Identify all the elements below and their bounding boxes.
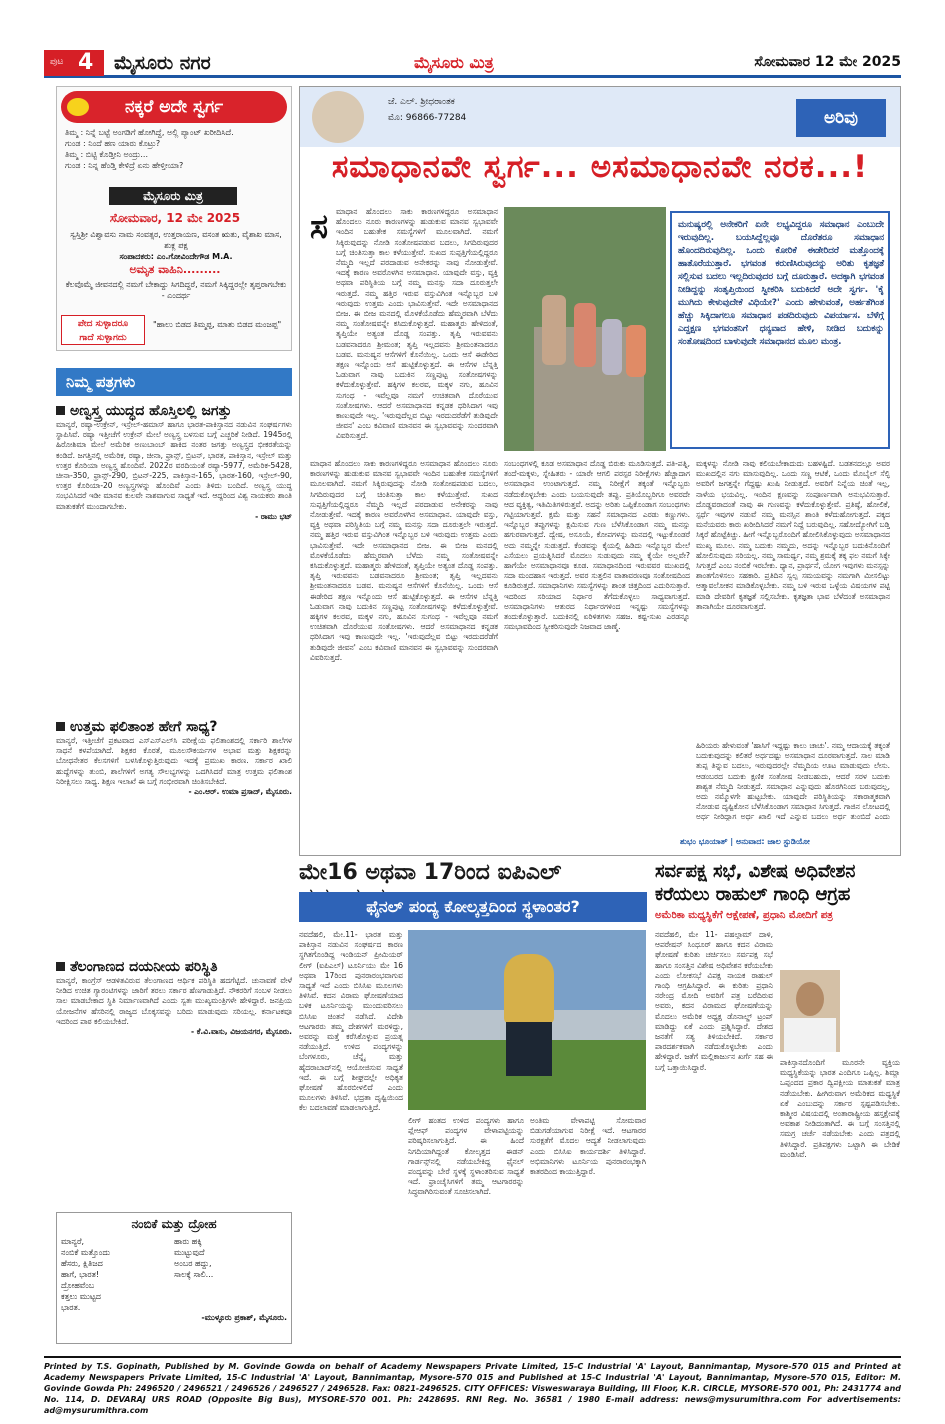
feature-header — [300, 87, 900, 147]
photo-child — [542, 295, 566, 365]
photo-face — [796, 982, 824, 1016]
rahul-col-2: ಪಾಕಿಸ್ತಾನದೊಂದಿಗೆ ಮೂರನೇ ವ್ಯಕ್ತಿಯ ಮಧ್ಯಸ್ಥಿಕೆಯನ್ನು ಭಾರತ ಎಂದಿಗೂ ಒಪ್ಪಿಲ್ಲ. ಶಿಮ್ಲಾ ಒಪ್ಪಂದದ ಪ್ರಕಾರ ದ್ವಿಪಕ್ಷೀಯ ಮಾತುಕತೆ ಮಾತ್ರ ನಡೆಯಬೇಕು. ಹೀಗಿರುವಾಗ ಅಮೆರಿಕದ ಮಧ್ಯಸ್ಥಿಕೆ ಏಕೆ ಎಂಬುದನ್ನು ಸರ್ಕಾರ ಸ್ಪಷ್ಟಪಡಿಸಬೇಕು. ಕಾಶ್ಮೀರ ವಿಷಯದಲ್ಲಿ ಅಂತಾರಾಷ್ಟ್ರೀಯ ಹಸ್ತಕ್ಷೇಪಕ್ಕೆ ಅವಕಾಶ ನೀಡಿದಂತಾಗಿದೆ. ಈ ಬಗ್ಗೆ ಸಂಸತ್ತಿನಲ್ಲಿ ಸಮಗ್ರ ಚರ್ಚೆ ನಡೆಯಬೇಕು ಎಂದು ಪತ್ರದಲ್ಲಿ ತಿಳಿಸಿದ್ದಾರೆ. ಪ್ರತಿಪಕ್ಷಗಳು ಒಟ್ಟಾಗಿ ಈ ಬೇಡಿಕೆ ಮಂಡಿಸಿವೆ. — [780, 1058, 900, 1159]
page-number: 4 — [78, 50, 94, 75]
drop-cap: ಸ — [310, 207, 329, 247]
letter-body: ಮಾನ್ಯರೆ, ರಷ್ಯಾ-ಉಕ್ರೇನ್, ಇಸ್ರೇಲ್-ಹಮಾಸ್ ಹಾಗೂ ಭಾರತ-ಪಾಕಿಸ್ತಾನದ ನಡುವಿನ ಸಂಘರ್ಷಗಳು ಸ್ಥಾಪಿಸಿವೆ. ರಷ್ಯಾ ಇತ್ತೀಚೆಗೆ ಉಕ್ರೇನ್ ಮೇಲೆ ಅಣ್ವಸ್ತ್ರ ಬಳಸುವ ಬಗ್ಗೆ ಎಚ್ಚರಿಕೆ ನೀಡಿದೆ. 1945ರಲ್ಲಿ ಹಿರೋಶಿಮಾ ಮೇಲೆ ಅಮೆರಿಕ ಅಣುಬಾಂಬ್ ಹಾಕಿದ ನಂತರ ಜಗತ್ತು ಅಣ್ವಸ್ತ್ರದ ಭೀಕರತೆಯನ್ನು ಕಂಡಿದೆ. ಜಗತ್ತಿನಲ್ಲಿ ಅಮೆರಿಕ, ರಷ್ಯಾ, ಚೀನಾ, ಫ್ರಾನ್ಸ್, ಬ್ರಿಟನ್, ಭಾರತ, ಪಾಕಿಸ್ತಾನ, ಇಸ್ರೇಲ್ ಮತ್ತು ಉತ್ತರ ಕೊರಿಯಾ ಅಣ್ವಸ್ತ್ರ ಹೊಂದಿವೆ. 2022ರ ವರದಿಯಂತೆ ರಷ್ಯಾ-5977, ಅಮೆರಿಕ-5428, ಚೀನಾ-350, ಫ್ರಾನ್ಸ್-290, ಬ್ರಿಟನ್-225, ಪಾಕಿಸ್ತಾನ-165, ಭಾರತ-160, ಇಸ್ರೇಲ್-90, ಉತ್ತರ ಕೊರಿಯಾ-20 ಅಣ್ವಸ್ತ್ರಗಳನ್ನು ಹೊಂದಿವೆ ಎಂದು ತಿಳಿದು ಬಂದಿದೆ. ಅಣ್ವಸ್ತ್ರ ಯುದ್ಧ ಸಂಭವಿಸಿದರೆ ಇಡೀ ಮಾನವ ಕುಲವೇ ನಾಶವಾಗುವ ಸಾಧ್ಯತೆ ಇದೆ. ಆದ್ದರಿಂದ ವಿಶ್ವ ನಾಯಕರು ಶಾಂತಿ ಮಾತುಕತೆಗೆ ಮುಂದಾಗಬೇಕು. — [56, 420, 292, 511]
amrita-text: ಕೆಲವೊಮ್ಮೆ ಜೀವನದಲ್ಲಿ ನಮಗೆ ಬೇಕಾದ್ದು ಸಿಗದಿದ್ದರೆ, ನಮಗೆ ಸಿಕ್ಕಿದ್ದರಲ್ಲೇ ತೃಪ್ತರಾಗಬೇಕು - ಎಂದರ್ಥ — [65, 280, 287, 300]
joke-title: ನಕ್ಕರೆ ಅದೇ ಸ್ವರ್ಗ — [61, 91, 287, 123]
letters-header: ನಿಮ್ಮ ಪತ್ರಗಳು — [56, 368, 292, 396]
joke-line: ಗುಂಡ : ನಿಂದೆ ಹಣ ಯಾರು ಕೊಟ್ರು? — [65, 139, 161, 148]
rahul-photo — [780, 970, 840, 1052]
ipl-subhead: ಫೈನಲ್ ಪಂದ್ಯ ಕೋಲ್ಕತ್ತದಿಂದ ಸ್ಥಳಾಂತರ? — [299, 892, 647, 922]
proverb-quote: "ಹಾಲು ಬಿಡದ ತಿಮ್ಮಪ್ಪ, ಮಾತು ಬಿಡದ ಮಂಜಪ್ಪ" — [153, 320, 282, 329]
feature-headline: ಸಮಾಧಾನವೇ ಸ್ವರ್ಗ... ಅಸಮಾಧಾನವೇ ನರಕ...! — [331, 149, 869, 185]
joke-line: ತಿಮ್ಮ : ನಿನ್ನೆ ಬಟ್ಟೆ ಅಂಗಡಿಗೆ ಹೋಗಿದ್ದೆ, ಅಲ್ಲಿ ಪ್ಯಾಂಟ್‌ ಖರೀದಿಸಿದೆ. — [65, 128, 234, 137]
joke-line: ತಿಮ್ಮ : ಬಿಟ್ಟಿ ಕೊಡ್ತೀನಿ ಅಂದ್ರು... — [65, 150, 148, 159]
poem-right: ಹಾರು ಹಕ್ಕಿ ಮುಟ್ಟುವುದೆ ಅಂಬರ ಹದ್ದು, ಸಾಲಕ್ಕೆ ಸಾಲಿ... — [174, 1237, 214, 1279]
letter-title: ತೆಲಂಗಾಣದ ದಯನೀಯ ಪರಿಸ್ಥಿತಿ — [56, 958, 292, 976]
letter-body: ಮಾನ್ಯರೆ, ಕಾಂಗ್ರೆಸ್ ಆಡಳಿತವಿರುವ ತೆಲಂಗಾಣದ ಆರ್ಥಿಕ ಪರಿಸ್ಥಿತಿ ಹದಗೆಟ್ಟಿದೆ. ಚುನಾವಣೆ ವೇಳೆ ನೀಡಿದ ಉಚಿತ ಗ್ಯಾರಂಟಿಗಳನ್ನು ಜಾರಿಗೆ ತರಲು ಸರ್ಕಾರ ಹೆಣಗಾಡುತ್ತಿದೆ. ನೌಕರರಿಗೆ ಸಂಬಳ ನೀಡಲು ಸಾಲ ಮಾಡಬೇಕಾದ ಸ್ಥಿತಿ ನಿರ್ಮಾಣವಾಗಿದೆ ಎಂದು ಸ್ವತಃ ಮುಖ್ಯಮಂತ್ರಿಗಳೇ ಹೇಳಿದ್ದಾರೆ. ಜನಪ್ರಿಯ ಯೋಜನೆಗಳ ಹೆಸರಿನಲ್ಲಿ ರಾಜ್ಯದ ಬೊಕ್ಕಸವನ್ನು ಬರಿದು ಮಾಡುವುದು ಸರಿಯಲ್ಲ. ಕರ್ನಾಟಕವೂ ಇದರಿಂದ ಪಾಠ ಕಲಿಯಬೇಕಿದೆ. — [56, 976, 292, 1026]
masthead — [44, 50, 901, 78]
author-name: ಜೆ. ಎಲ್. ಶ್ರೀಧರಾಂತಕ — [388, 97, 455, 107]
issue-date: ಸೋಮವಾರ 12 ಮೇ 2025 — [754, 54, 901, 70]
feature-col-1: ಮಾಧಾನ ಹೊಂದಲು ಸಾಕು ಕಾರಣಗಳಿದ್ದರೂ ಅಸಮಾಧಾನ ಹೊಂದಲು ನೂರು ಕಾರಣಗಳನ್ನು ಹುಡುಕುವ ಮಾನವ ಸ್ವಭಾವವೇ ಇಂದಿನ ಬಹುತೇಕ ಸಮಸ್ಯೆಗಳಿಗೆ ಮೂಲವಾಗಿದೆ. ನಮಗೆ ಸಿಕ್ಕಿರುವುದನ್ನು ನೋಡಿ ಸಂತೋಷಪಡುವ ಬದಲು, ಸಿಗದಿರುವುದರ ಬಗ್ಗೆ ಚಿಂತಿಸುತ್ತಾ ಕಾಲ ಕಳೆಯುತ್ತೇವೆ. ಸುಖದ ಸುಪ್ಪತ್ತಿಗೆಯಲ್ಲಿದ್ದರೂ ನೆಮ್ಮದಿ ಇಲ್ಲದೆ ಪರದಾಡುವ ಅನೇಕರನ್ನು ನಾವು ನೋಡುತ್ತೇವೆ. ಇದಕ್ಕೆ ಕಾರಣ ಅವರೊಳಗಿನ ಅಸಮಾಧಾನ. ಯಾವುದೇ ವಸ್ತು, ವ್ಯಕ್ತಿ ಅಥವಾ ಪರಿಸ್ಥಿತಿಯ ಬಗ್ಗೆ ನಮ್ಮ ಮನಸ್ಸು ಸದಾ ದೂರುತ್ತಲೇ ಇರುತ್ತದೆ. ನಮ್ಮ ಹತ್ತಿರ ಇರುವ ವಸ್ತುವಿಗಿಂತ ಇನ್ನೊಬ್ಬರ ಬಳಿ ಇರುವುದು ಉತ್ತಮ ಎಂದು ಭಾವಿಸುತ್ತೇವೆ. ಇದೇ ಅಸಮಾಧಾನದ ಬೀಜ. ಈ ಬೀಜ ಮನದಲ್ಲಿ ಮೊಳಕೆಯೊಡೆದು ಹೆಮ್ಮರವಾಗಿ ಬೆಳೆದು ನಮ್ಮ ಸಂತೋಷವನ್ನೇ ಕಸಿದುಕೊಳ್ಳುತ್ತದೆ. ಮಹಾತ್ಮರು ಹೇಳಿದಂತೆ, ತೃಪ್ತಿಯೇ ಅತ್ಯಂತ ದೊಡ್ಡ ಸಂಪತ್ತು. ತೃಪ್ತಿ ಇರುವವನು ಬಡವನಾದರೂ ಶ್ರೀಮಂತ; ತೃಪ್ತಿ ಇಲ್ಲದವನು ಶ್ರೀಮಂತನಾದರೂ ಬಡವ. ಮನುಷ್ಯನ ಆಸೆಗಳಿಗೆ ಕೊನೆಯಿಲ್ಲ. ಒಂದು ಆಸೆ ಈಡೇರಿದ ತಕ್ಷಣ ಇನ್ನೊಂದು ಆಸೆ ಹುಟ್ಟಿಕೊಳ್ಳುತ್ತದೆ. ಈ ಆಸೆಗಳ ಬೆನ್ನತ್ತಿ ಓಡುವಾಗ ನಾವು ಬದುಕಿನ ಸಣ್ಣಪುಟ್ಟ ಸಂತೋಷಗಳನ್ನು ಕಳೆದುಕೊಳ್ಳುತ್ತೇವೆ. ಹಕ್ಕಿಗಳ ಕಲರವ, ಮಕ್ಕಳ ನಗು, ಹೂವಿನ ಸುಗಂಧ - ಇವೆಲ್ಲವೂ ನಮಗೆ ಉಚಿತವಾಗಿ ದೊರೆಯುವ ಸಂತೋಷಗಳು. ಆದರೆ ಅಸಮಾಧಾನದ ಕನ್ನಡಕ ಧರಿಸಿದಾಗ ಇವು ಕಾಣುವುದೇ ಇಲ್ಲ. 'ಇರುವುದೆಲ್ಲವ ಬಿಟ್ಟು ಇರದುದರೆಡೆಗೆ ತುಡಿವುದೇ ಜೀವನ' ಎಂಬ ಕವಿವಾಣಿ ಮಾನವನ ಈ ಸ್ವಭಾವವನ್ನು ಸುಂದರವಾಗಿ ವಿವರಿಸುತ್ತದೆ. — [336, 207, 498, 441]
pull-quote-text: ಮನುಷ್ಯರಲ್ಲಿ ಅನೇಕರಿಗೆ ಏನೇ ಲಭ್ಯವಿದ್ದರೂ ಸಮಾಧಾನ ಎಂಬುದೇ ಇರುವುದಿಲ್ಲ. ಬಯಸಿದ್ದೆಲ್ಲವೂ ದೊರೆತರೂ ಸಮಾಧಾನ ಹೊಂದದಿರುವುದಿಲ್ಲ. ಒಂದು ಕೋರಿಕೆ ಈಡೇರಿದರೆ ಮತ್ತೊಂದಕ್ಕೆ ಹಾತೊರೆಯುತ್ತಾರೆ. ಭಗವಂತ ಕರುಣಿಸಿರುವುದನ್ನು ಅರಿತು ಕೃತಜ್ಞತೆ ಸಲ್ಲಿಸುವ ಬದಲು ಇಲ್ಲದಿರುವುದರ ಬಗ್ಗೆ ದೂರುತ್ತಾರೆ. ಅದಕ್ಕಾಗಿ ಭಗವಂತ ನೀಡಿದ್ದನ್ನು ಸಂತೃಪ್ತಿಯಿಂದ ಸ್ವೀಕರಿಸಿ ಬದುಕಿದರೆ ಅದೇ ಸ್ವರ್ಗ. 'ಕೈ ಮುಗಿದು ಕೇಳುವುದೇಕೆ ವಿಧಿಯೇ?' ಎಂದು ಹೇಳುವಂತೆ, ಅರ್ಹತೆಗಿಂತ ಹೆಚ್ಚು ಸಿಕ್ಕಿದಾಗಲೂ ಸಮಾಧಾನ ಪಡದಿರುವುದು ವಿಪರ್ಯಾಸ. ಬೆಳೆಗ್ಗೆ ಎದ್ದಕ್ಷಣ ಭಗವಂತನಿಗೆ ಧನ್ಯವಾದ ಹೇಳಿ, ನೀಡಿದ ಬದುಕನ್ನು ಸಂತೋಷದಿಂದ ಬಾಳುವುದೇ ಸಮಾಧಾನದ ಮೂಲ ಮಂತ್ರ. — [678, 220, 884, 347]
section-title: ಮೈಸೂರು ನಗರ — [114, 52, 211, 74]
letter-title: ಅಣ್ವಸ್ತ್ರ ಯುದ್ಧದ ಹೊಸ್ತಿಲಲ್ಲಿ ಜಗತ್ತು — [56, 402, 292, 420]
pull-quote-box — [670, 211, 890, 449]
feature-byline: ಶುಭಂ ಭೂಯಾತ್ | ಅನುವಾದ: ಜಾಲ ಸ್ಟುಡಿಯೋ — [680, 837, 810, 846]
poem-title: ನಂಬಿಕೆ ಮತ್ತು ದ್ರೋಹ — [131, 1217, 217, 1231]
letter-signature: - ಎಂ.ಆರ್. ಉಮಾ ಪ್ರಸಾದ್, ಮೈಸೂರು. — [188, 787, 292, 797]
ipl-col-3: ಅಂತಿಮ ವೇಳಾಪಟ್ಟಿ ಸೋಮವಾರ ಬಿಡುಗಡೆಯಾಗುವ ನಿರೀಕ್ಷೆ ಇದೆ. ಆಟಗಾರರ ಸುರಕ್ಷತೆಗೆ ಮೊದಲ ಆದ್ಯತೆ ನೀಡಲಾಗುವುದು ಎಂದು ಬಿಸಿಸಿಐ ಕಾರ್ಯದರ್ಶಿ ತಿಳಿಸಿದ್ದಾರೆ. ಅಭಿಮಾನಿಗಳು ಟೂರ್ನಿಯ ಪುನರಾರಂಭಕ್ಕಾಗಿ ಕಾತರದಿಂದ ಕಾಯುತ್ತಿದ್ದಾರೆ. — [530, 1116, 646, 1177]
letter-signature: - ರಾಮು ಭಟ್ — [255, 511, 292, 521]
ipl-trophy-photo — [408, 930, 646, 1110]
letter-2 — [56, 718, 292, 797]
feature-col-4-end: ಹಿರಿಯರು ಹೇಳುವಂತೆ 'ಹಾಸಿಗೆ ಇದ್ದಷ್ಟು ಕಾಲು ಚಾಚು'. ನಮ್ಮ ಆದಾಯಕ್ಕೆ ತಕ್ಕಂತೆ ಬದುಕುವುದನ್ನು ಕಲಿತರೆ ಅರ್ಧದಷ್ಟು ಅಸಮಾಧಾನ ದೂರವಾಗುತ್ತದೆ. ಸಾಲ ಮಾಡಿ ತುಪ್ಪ ತಿನ್ನುವ ಬದಲು, ಇರುವುದರಲ್ಲೇ ನೆಮ್ಮದಿಯ ಊಟ ಮಾಡುವುದು ಲೇಸು. ಆಡಂಬರದ ಬದುಕು ಕ್ಷಣಿಕ ಸಂತೋಷ ನೀಡಬಹುದು, ಆದರೆ ಸರಳ ಬದುಕು ಶಾಶ್ವತ ನೆಮ್ಮದಿ ನೀಡುತ್ತದೆ. ಸಮಾಧಾನ ಎನ್ನುವುದು ಹೊರಗಿನಿಂದ ಬರುವುದಲ್ಲ, ಅದು ನಮ್ಮೊಳಗೇ ಹುಟ್ಟಬೇಕು. ಯಾವುದೇ ಪರಿಸ್ಥಿತಿಯನ್ನು ಸಕಾರಾತ್ಮಕವಾಗಿ ನೋಡುವ ದೃಷ್ಟಿಕೋನ ಬೆಳೆಸಿಕೊಂಡಾಗ ಸಮಾಧಾನ ಸಿಗುತ್ತದೆ. ಗಾಜಿನ ಲೋಟದಲ್ಲಿ ಅರ್ಧ ನೀರಿದ್ದಾಗ ಅರ್ಧ ಖಾಲಿ ಇದೆ ಎನ್ನುವ ಬದಲು ಅರ್ಧ ತುಂಬಿದೆ ಎಂದು — [696, 741, 890, 821]
laughing-face-icon — [67, 98, 89, 116]
letter-1 — [56, 402, 292, 522]
children-selfie-photo — [504, 207, 666, 451]
brand-box-date: ಸೋಮವಾರ, 12 ಮೇ 2025 — [109, 211, 241, 225]
brand-logo: ಮೈಸೂರು ಮಿತ್ರ — [414, 53, 494, 72]
photo-child — [602, 319, 622, 375]
author-portrait — [312, 91, 364, 143]
amrita-title: ಅಮೃತ ವಾಹಿನಿ......... — [129, 263, 221, 276]
brand-box-logo: ಮೈಸೂರು ಮಿತ್ರ — [109, 187, 237, 205]
bullet-square-icon — [56, 962, 65, 971]
trophy-base — [506, 1022, 552, 1076]
editor-name: ಸಂಪಾದಕರು: ಎಂ.ಗೋವಿಂದೇಗೌಡ M.A. — [119, 252, 233, 261]
joke-text — [65, 127, 287, 171]
poem-box — [56, 1212, 292, 1344]
ipl-headline: ಮೇ16 ಅಥವಾ 17ರಿಂದ ಐಪಿಎಲ್ — [299, 860, 562, 885]
page-number-tag — [44, 50, 104, 76]
feature-col-2: ಮಾಧಾನ ಹೊಂದಲು ಸಾಕು ಕಾರಣಗಳಿದ್ದರೂ ಅಸಮಾಧಾನ ಹೊಂದಲು ನೂರು ಕಾರಣಗಳನ್ನು ಹುಡುಕುವ ಮಾನವ ಸ್ವಭಾವವೇ ಇಂದಿನ ಬಹುತೇಕ ಸಮಸ್ಯೆಗಳಿಗೆ ಮೂಲವಾಗಿದೆ. ನಮಗೆ ಸಿಕ್ಕಿರುವುದನ್ನು ನೋಡಿ ಸಂತೋಷಪಡುವ ಬದಲು, ಸಿಗದಿರುವುದರ ಬಗ್ಗೆ ಚಿಂತಿಸುತ್ತಾ ಕಾಲ ಕಳೆಯುತ್ತೇವೆ. ಸುಖದ ಸುಪ್ಪತ್ತಿಗೆಯಲ್ಲಿದ್ದರೂ ನೆಮ್ಮದಿ ಇಲ್ಲದೆ ಪರದಾಡುವ ಅನೇಕರನ್ನು ನಾವು ನೋಡುತ್ತೇವೆ. ಇದಕ್ಕೆ ಕಾರಣ ಅವರೊಳಗಿನ ಅಸಮಾಧಾನ. ಯಾವುದೇ ವಸ್ತು, ವ್ಯಕ್ತಿ ಅಥವಾ ಪರಿಸ್ಥಿತಿಯ ಬಗ್ಗೆ ನಮ್ಮ ಮನಸ್ಸು ಸದಾ ದೂರುತ್ತಲೇ ಇರುತ್ತದೆ. ನಮ್ಮ ಹತ್ತಿರ ಇರುವ ವಸ್ತುವಿಗಿಂತ ಇನ್ನೊಬ್ಬರ ಬಳಿ ಇರುವುದು ಉತ್ತಮ ಎಂದು ಭಾವಿಸುತ್ತೇವೆ. ಇದೇ ಅಸಮಾಧಾನದ ಬೀಜ. ಈ ಬೀಜ ಮನದಲ್ಲಿ ಮೊಳಕೆಯೊಡೆದು ಹೆಮ್ಮರವಾಗಿ ಬೆಳೆದು ನಮ್ಮ ಸಂತೋಷವನ್ನೇ ಕಸಿದುಕೊಳ್ಳುತ್ತದೆ. ಮಹಾತ್ಮರು ಹೇಳಿದಂತೆ, ತೃಪ್ತಿಯೇ ಅತ್ಯಂತ ದೊಡ್ಡ ಸಂಪತ್ತು. ತೃಪ್ತಿ ಇರುವವನು ಬಡವನಾದರೂ ಶ್ರೀಮಂತ; ತೃಪ್ತಿ ಇಲ್ಲದವನು ಶ್ರೀಮಂತನಾದರೂ ಬಡವ. ಮನುಷ್ಯನ ಆಸೆಗಳಿಗೆ ಕೊನೆಯಿಲ್ಲ. ಒಂದು ಆಸೆ ಈಡೇರಿದ ತಕ್ಷಣ ಇನ್ನೊಂದು ಆಸೆ ಹುಟ್ಟಿಕೊಳ್ಳುತ್ತದೆ. ಈ ಆಸೆಗಳ ಬೆನ್ನತ್ತಿ ಓಡುವಾಗ ನಾವು ಬದುಕಿನ ಸಣ್ಣಪುಟ್ಟ ಸಂತೋಷಗಳನ್ನು ಕಳೆದುಕೊಳ್ಳುತ್ತೇವೆ. ಹಕ್ಕಿಗಳ ಕಲರವ, ಮಕ್ಕಳ ನಗು, ಹೂವಿನ ಸುಗಂಧ - ಇವೆಲ್ಲವೂ ನಮಗೆ ಉಚಿತವಾಗಿ ದೊರೆಯುವ ಸಂತೋಷಗಳು. ಆದರೆ ಅಸಮಾಧಾನದ ಕನ್ನಡಕ ಧರಿಸಿದಾಗ ಇವು ಕಾಣುವುದೇ ಇಲ್ಲ. 'ಇರುವುದೆಲ್ಲವ ಬಿಟ್ಟು ಇರದುದರೆಡೆಗೆ ತುಡಿವುದೇ ಜೀವನ' ಎಂಬ ಕವಿವಾಣಿ ಮಾನವನ ಈ ಸ್ವಭಾವವನ್ನು ಸುಂದರವಾಗಿ ವಿವರಿಸುತ್ತದೆ. — [310, 459, 498, 662]
letter-3 — [56, 958, 292, 1037]
imprint-footer: Printed by T.S. Gopinath, Published by M. Govinde Gowda on behalf of Academy Newspapers Private Limited, 15-C Industrial 'A' Layout, Bannimantap, Mysore-570 015 and Printed at Academy Newspapers Private Limited, 15-C Industrial 'A' Layout, Bannimantap, Mysore-570 015 and Published at 15-C Industrial 'A' Layout, Bannimantap, Mysore-570 015, Editor: M. Govinde Gowda Ph: 2496520 / 2496521 / 2496526 / 2496527 / 2496528. Fax: 0821-2496525. CITY OFFICES: Visweswaraya Building, III Floor, K.R. CIRCLE, MYSORE-570 001, Ph: 2431774 and No. 114, D. DEVARAJ URS ROAD (Opposite Big Bus), MYSORE-570 001. Ph: 2428695. RNI Reg. No. 36581 / 1980 E-mail address: news@mysurumithra.com For advertisements: ad@mysurumithra.com — [44, 1356, 901, 1418]
rahul-headline: ಸರ್ವಪಕ್ಷ ಸಭೆ, ವಿಶೇಷ ಅಧಿವೇಶನ ಕರೆಯಲು ರಾಹುಲ್ ಗಾಂಧಿ ಆಗ್ರಹ — [655, 861, 856, 905]
page-word: ಪುಟ — [50, 57, 64, 67]
photo-child — [574, 303, 596, 367]
column-tag: ಅರಿವು — [796, 99, 886, 137]
feature-article — [299, 86, 901, 856]
ipl-col-1: ನವದೆಹಲಿ, ಮೇ.11- ಭಾರತ ಮತ್ತು ಪಾಕಿಸ್ತಾನ ನಡುವಿನ ಸಂಘರ್ಷದ ಕಾರಣ ಸ್ಥಗಿತಗೊಂಡಿದ್ದ ಇಂಡಿಯನ್ ಪ್ರೀಮಿಯರ್ ಲೀಗ್ (ಐಪಿಎಲ್) ಟೂರ್ನಿಯು ಮೇ 16 ಅಥವಾ 17ರಿಂದ ಪುನರಾರಂಭವಾಗುವ ಸಾಧ್ಯತೆ ಇದೆ ಎಂದು ಬಿಸಿಸಿಐ ಮೂಲಗಳು ತಿಳಿಸಿವೆ. ಕದನ ವಿರಾಮ ಘೋಷಣೆಯಾದ ಬಳಿಕ ಟೂರ್ನಿಯನ್ನು ಮುಂದುವರಿಸಲು ಬಿಸಿಸಿಐ ಚಿಂತನೆ ನಡೆಸಿದೆ. ವಿದೇಶಿ ಆಟಗಾರರು ತಮ್ಮ ದೇಶಗಳಿಗೆ ಮರಳಿದ್ದು, ಅವರನ್ನು ಮತ್ತೆ ಕರೆಸಿಕೊಳ್ಳುವ ಪ್ರಯತ್ನ ನಡೆಯುತ್ತಿದೆ. ಉಳಿದ ಪಂದ್ಯಗಳನ್ನು ಬೆಂಗಳೂರು, ಚೆನ್ನೈ ಮತ್ತು ಹೈದರಾಬಾದ್‌ನಲ್ಲಿ ಆಯೋಜಿಸುವ ಸಾಧ್ಯತೆ ಇದೆ. ಈ ಬಗ್ಗೆ ಶೀಘ್ರದಲ್ಲೇ ಅಧಿಕೃತ ಘೋಷಣೆ ಹೊರಬೀಳಲಿದೆ ಎಂದು ಮೂಲಗಳು ತಿಳಿಸಿವೆ. ಭದ್ರತಾ ದೃಷ್ಟಿಯಿಂದ ಕೆಲ ಬದಲಾವಣೆ ಮಾಡಲಾಗುತ್ತಿದೆ. — [299, 930, 403, 1113]
photo-child — [626, 325, 646, 377]
letter-signature: - ಕೆ.ವಿ.ವಾಸು, ವಿಜಯನಗರ, ಮೈಸೂರು. — [191, 1027, 292, 1037]
joke-box — [56, 86, 292, 351]
feature-col-4: ಮಕ್ಕಳನ್ನು ನೋಡಿ ನಾವು ಕಲಿಯಬೇಕಾದುದು ಬಹಳಷ್ಟಿದೆ. ಬಡತನದಲ್ಲೂ ಅವರ ಮುಖದಲ್ಲಿನ ನಗು ಮಾಸುವುದಿಲ್ಲ. ಒಂದು ಸಣ್ಣ ಆಟಿಕೆ, ಒಂದು ಮೊಬೈಲ್ ಸೆಲ್ಫಿ ಅವರಿಗೆ ಜಗತ್ತನ್ನೇ ಗೆದ್ದಷ್ಟು ಖುಷಿ ನೀಡುತ್ತದೆ. ಅವರಿಗೆ ನಿನ್ನೆಯ ಚಿಂತೆ ಇಲ್ಲ, ನಾಳೆಯ ಭಯವಿಲ್ಲ. ಇಂದಿನ ಕ್ಷಣವನ್ನು ಸಂಪೂರ್ಣವಾಗಿ ಅನುಭವಿಸುತ್ತಾರೆ. ದೊಡ್ಡವರಾದಂತೆ ನಾವು ಈ ಗುಣವನ್ನು ಕಳೆದುಕೊಳ್ಳುತ್ತೇವೆ. ಪ್ರತಿಷ್ಠೆ, ಹೋಲಿಕೆ, ಸ್ಪರ್ಧೆ ಇವುಗಳ ನಡುವೆ ನಮ್ಮ ಮನಸ್ಸಿನ ಶಾಂತಿ ಕಳೆದುಹೋಗುತ್ತದೆ. ಪಕ್ಕದ ಮನೆಯವರು ಕಾರು ಖರೀದಿಸಿದರೆ ನಮಗೆ ನಿದ್ದೆ ಬರುವುದಿಲ್ಲ. ಸಹೋದ್ಯೋಗಿಗೆ ಬಡ್ತಿ ಸಿಕ್ಕರೆ ಹೊಟ್ಟೆಕಿಚ್ಚು. ಹೀಗೆ ಇನ್ನೊಬ್ಬರೊಂದಿಗೆ ಹೋಲಿಸಿಕೊಳ್ಳುವುದು ಅಸಮಾಧಾನದ ಮುಖ್ಯ ಮೂಲ. ನಮ್ಮ ಬದುಕು ನಮ್ಮದು, ಅದನ್ನು ಇನ್ನೊಬ್ಬರ ಬದುಕಿನೊಂದಿಗೆ ಹೋಲಿಸುವುದು ಸರಿಯಲ್ಲ. ನಮ್ಮ ಸಾಮರ್ಥ್ಯ, ನಮ್ಮ ಶ್ರಮಕ್ಕೆ ತಕ್ಕ ಫಲ ನಮಗೆ ಸಿಕ್ಕೇ ಸಿಗುತ್ತದೆ ಎಂಬ ನಂಬಿಕೆ ಇರಬೇಕು. ಧ್ಯಾನ, ಪ್ರಾರ್ಥನೆ, ಯೋಗ ಇವುಗಳು ಮನಸ್ಸನ್ನು ಶಾಂತಗೊಳಿಸಲು ಸಹಕಾರಿ. ಪ್ರತಿದಿನ ಸ್ವಲ್ಪ ಸಮಯವನ್ನು ನಮಗಾಗಿ ಮೀಸಲಿಟ್ಟು ಆತ್ಮಾವಲೋಕನ ಮಾಡಿಕೊಳ್ಳಬೇಕು. ನಮ್ಮ ಬಳಿ ಇರುವ ಒಳ್ಳೆಯ ವಿಷಯಗಳ ಪಟ್ಟಿ ಮಾಡಿ ದೇವರಿಗೆ ಕೃತಜ್ಞತೆ ಸಲ್ಲಿಸಬೇಕು. ಕೃತಜ್ಞತಾ ಭಾವ ಬೆಳೆದಂತೆ ಅಸಮಾಧಾನ ತಾನಾಗಿಯೇ ದೂರವಾಗುತ್ತದೆ. — [696, 459, 890, 611]
bullet-square-icon — [56, 406, 65, 415]
trophy-icon — [504, 954, 554, 1024]
author-phone: ಮೊ: 96866-77284 — [388, 113, 467, 123]
joke-line: ಗುಂಡ : ನಿನ್ನ ಹೆಂಡ್ತಿ ಕೇಳಿದ್ರೆ ಏನು ಹೇಳ್ತೀಯಾ? — [65, 161, 184, 170]
proverb-label: ಪೇದ ಸುಳ್ಳಾದರೂ ಗಾದೆ ಸುಳ್ಳಾಗದು — [61, 315, 145, 345]
rahul-subhead: ಅಮೆರಿಕಾ ಮಧ್ಯಸ್ಥಿಕೆಗೆ ಆಕ್ಷೇಪಣೆ, ಪ್ರಧಾನಿ ಮೋದಿಗೆ ಪತ್ರ — [655, 910, 833, 921]
rahul-col-1: ನವದೆಹಲಿ, ಮೇ 11- ಪಹಲ್ಗಾಮ್ ದಾಳಿ, ಆಪರೇಷನ್ ಸಿಂಧೂರ್ ಹಾಗೂ ಕದನ ವಿರಾಮ ಘೋಷಣೆ ಕುರಿತು ಚರ್ಚಿಸಲು ಸರ್ವಪಕ್ಷ ಸಭೆ ಹಾಗೂ ಸಂಸತ್ತಿನ ವಿಶೇಷ ಅಧಿವೇಶನ ಕರೆಯಬೇಕು ಎಂದು ಲೋಕಸಭೆ ವಿಪಕ್ಷ ನಾಯಕ ರಾಹುಲ್ ಗಾಂಧಿ ಆಗ್ರಹಿಸಿದ್ದಾರೆ. ಈ ಕುರಿತು ಪ್ರಧಾನಿ ನರೇಂದ್ರ ಮೋದಿ ಅವರಿಗೆ ಪತ್ರ ಬರೆದಿರುವ ಅವರು, ಕದನ ವಿರಾಮದ ಘೋಷಣೆಯನ್ನು ಮೊದಲು ಅಮೆರಿಕ ಅಧ್ಯಕ್ಷ ಡೊನಾಲ್ಡ್ ಟ್ರಂಪ್ ಮಾಡಿದ್ದು ಏಕೆ ಎಂದು ಪ್ರಶ್ನಿಸಿದ್ದಾರೆ. ದೇಶದ ಜನತೆಗೆ ಸತ್ಯ ತಿಳಿಯಬೇಕಿದೆ. ಸರ್ಕಾರ ಪಾರದರ್ಶಕವಾಗಿ ನಡೆದುಕೊಳ್ಳಬೇಕು ಎಂದು ಹೇಳಿದ್ದಾರೆ. ಜತೆಗೆ ಮಲ್ಲಿಕಾರ್ಜುನ ಖರ್ಗೆ ಸಹ ಈ ಬಗ್ಗೆ ಒತ್ತಾಯಿಸಿದ್ದಾರೆ. — [655, 930, 773, 1072]
panchanga-info: ಸ್ವಸ್ತಿಶ್ರೀ ವಿಶ್ವಾವಸು ನಾಮ ಸಂವತ್ಸರ, ಉತ್ತರಾಯಣ, ವಸಂತ ಋತು, ವೈಶಾಖ ಮಾಸ, ಶುಕ್ಲ ಪಕ್ಷ ಸಂಪಾದಕರು: ಎಂ.ಗೋವಿಂದೇಗೌಡ M.A. — [65, 229, 287, 262]
feature-col-3: ಸಂಬಂಧಗಳಲ್ಲಿ ಕೂಡ ಅಸಮಾಧಾನ ದೊಡ್ಡ ಬಿರುಕು ಮೂಡಿಸುತ್ತದೆ. ಪತಿ-ಪತ್ನಿ, ತಂದೆ-ಮಕ್ಕಳು, ಸ್ನೇಹಿತರು - ಯಾರೇ ಆಗಲಿ ಪರಸ್ಪರ ನಿರೀಕ್ಷೆಗಳು ಹೆಚ್ಚಾದಾಗ ಅಸಮಾಧಾನ ಉಂಟಾಗುತ್ತದೆ. ನಮ್ಮ ನಿರೀಕ್ಷೆಗೆ ತಕ್ಕಂತೆ ಇನ್ನೊಬ್ಬರು ನಡೆದುಕೊಳ್ಳಬೇಕು ಎಂದು ಬಯಸುವುದೇ ತಪ್ಪು. ಪ್ರತಿಯೊಬ್ಬರಿಗೂ ಅವರದೇ ಆದ ವ್ಯಕ್ತಿತ್ವ, ಇತಿಮಿತಿಗಳಿರುತ್ತವೆ. ಅದನ್ನು ಅರಿತು ಒಪ್ಪಿಕೊಂಡಾಗ ಸಂಬಂಧಗಳು ಗಟ್ಟಿಯಾಗುತ್ತವೆ. ಕ್ಷಮೆ ಮತ್ತು ಸಹನೆ ಸಮಾಧಾನದ ಎರಡು ಕಣ್ಣುಗಳು. ಇನ್ನೊಬ್ಬರ ತಪ್ಪುಗಳನ್ನು ಕ್ಷಮಿಸುವ ಗುಣ ಬೆಳೆಸಿಕೊಂಡಾಗ ನಮ್ಮ ಮನಸ್ಸು ಹಗುರವಾಗುತ್ತದೆ. ದ್ವೇಷ, ಅಸೂಯೆ, ಕೋಪಗಳನ್ನು ಮನದಲ್ಲಿ ಇಟ್ಟುಕೊಂಡರೆ ಅದು ನಮ್ಮನ್ನೇ ಸುಡುತ್ತದೆ. ಕೆಂಡವನ್ನು ಕೈಯಲ್ಲಿ ಹಿಡಿದು ಇನ್ನೊಬ್ಬರ ಮೇಲೆ ಎಸೆಯಲು ಪ್ರಯತ್ನಿಸಿದರೆ ಮೊದಲು ಸುಡುವುದು ನಮ್ಮ ಕೈಯೇ ಅಲ್ಲವೇ? ಹಾಗೆಯೇ ಅಸಮಾಧಾನವೂ ಕೂಡ. ಸಮಾಧಾನದಿಂದ ಇರುವವರ ಮುಖದಲ್ಲಿ ಸದಾ ಮಂದಹಾಸ ಇರುತ್ತದೆ. ಅವರ ಸುತ್ತಲಿನ ವಾತಾವರಣವೂ ಸಂತೋಷದಿಂದ ಕೂಡಿರುತ್ತದೆ. ಸಮಾಧಾನಿಗಳು ಸಮಸ್ಯೆಗಳನ್ನು ಶಾಂತ ಚಿತ್ತದಿಂದ ಎದುರಿಸುತ್ತಾರೆ. ಇದರಿಂದ ಸರಿಯಾದ ನಿರ್ಧಾರ ತೆಗೆದುಕೊಳ್ಳಲು ಸಾಧ್ಯವಾಗುತ್ತದೆ. ಅಸಮಾಧಾನಿಗಳು ಆತುರದ ನಿರ್ಧಾರಗಳಿಂದ ಇನ್ನಷ್ಟು ಸಮಸ್ಯೆಗಳನ್ನು ತಂದುಕೊಳ್ಳುತ್ತಾರೆ. ಬದುಕಿನಲ್ಲಿ ಏರಿಳಿತಗಳು ಸಹಜ. ಕಷ್ಟ-ಸುಖ ಎರಡನ್ನೂ ಸಮಭಾವದಿಂದ ಸ್ವೀಕರಿಸುವುದೇ ನಿಜವಾದ ಜಾಣ್ಮೆ. — [504, 459, 690, 632]
letter-body: ಮಾನ್ಯರೆ, ಇತ್ತೀಚೆಗೆ ಪ್ರಕಟವಾದ ಎಸ್‌ಎಸ್‌ಎಲ್‌ಸಿ ಪರೀಕ್ಷೆಯ ಫಲಿತಾಂಶದಲ್ಲಿ ಸರ್ಕಾರಿ ಶಾಲೆಗಳ ಸಾಧನೆ ಕಳಪೆಯಾಗಿದೆ. ಶಿಕ್ಷಕರ ಕೊರತೆ, ಮೂಲಸೌಕರ್ಯಗಳ ಅಭಾವ ಮತ್ತು ಶಿಕ್ಷಕರನ್ನು ಬೋಧನೇತರ ಕೆಲಸಗಳಿಗೆ ಬಳಸಿಕೊಳ್ಳುತ್ತಿರುವುದು ಇದಕ್ಕೆ ಪ್ರಮುಖ ಕಾರಣ. ಸರ್ಕಾರ ಖಾಲಿ ಹುದ್ದೆಗಳನ್ನು ತುಂಬಿ, ಶಾಲೆಗಳಿಗೆ ಅಗತ್ಯ ಸೌಲಭ್ಯಗಳನ್ನು ಒದಗಿಸಿದರೆ ಮಾತ್ರ ಉತ್ತಮ ಫಲಿತಾಂಶ ನಿರೀಕ್ಷಿಸಲು ಸಾಧ್ಯ. ಶಿಕ್ಷಣ ಇಲಾಖೆ ಈ ಬಗ್ಗೆ ಗಂಭೀರವಾಗಿ ಚಿಂತಿಸಬೇಕಿದೆ. — [56, 736, 292, 786]
poem-left: ಮಾನ್ಯರೆ, ನಂಬಿಕೆ ಮತ್ತೊಂದು ಹೆಸರು, ಕ್ಷಿತಿಜದ ಹಾಗೆ, ಭಾರತ! ದ್ರೋಹವೆಂಬ ಕತ್ತಲು ಮುಟ್ಟದ ಭಾರತ. — [61, 1237, 111, 1312]
poem-signature: -ಮುಳ್ಳೂರು ಪ್ರಕಾಶ್, ಮೈಸೂರು. — [201, 1313, 287, 1322]
ipl-col-2: ಲೀಗ್ ಹಂತದ ಉಳಿದ ಪಂದ್ಯಗಳು ಹಾಗೂ ಪ್ಲೇಆಫ್ ಪಂದ್ಯಗಳ ವೇಳಾಪಟ್ಟಿಯನ್ನು ಪರಿಷ್ಕರಿಸಲಾಗುತ್ತಿದೆ. ಈ ಹಿಂದೆ ನಿಗದಿಯಾಗಿದ್ದಂತೆ ಕೋಲ್ಕತ್ತದ ಈಡನ್ ಗಾರ್ಡನ್ಸ್‌ನಲ್ಲಿ ನಡೆಯಬೇಕಿದ್ದ ಫೈನಲ್ ಪಂದ್ಯವನ್ನು ಬೇರೆ ಸ್ಥಳಕ್ಕೆ ಸ್ಥಳಾಂತರಿಸುವ ಸಾಧ್ಯತೆ ಇದೆ. ಫ್ರಾಂಚೈಸಿಗಳಿಗೆ ತಮ್ಮ ಆಟಗಾರರನ್ನು ಸಿದ್ಧವಾಗಿರಿಸುವಂತೆ ಸೂಚಿಸಲಾಗಿದೆ. — [408, 1116, 524, 1197]
letter-title: ಉತ್ತಮ ಫಲಿತಾಂಶ ಹೇಗೆ ಸಾಧ್ಯ? — [56, 718, 292, 736]
photo-shirt — [784, 1018, 836, 1052]
bullet-square-icon — [56, 722, 65, 731]
